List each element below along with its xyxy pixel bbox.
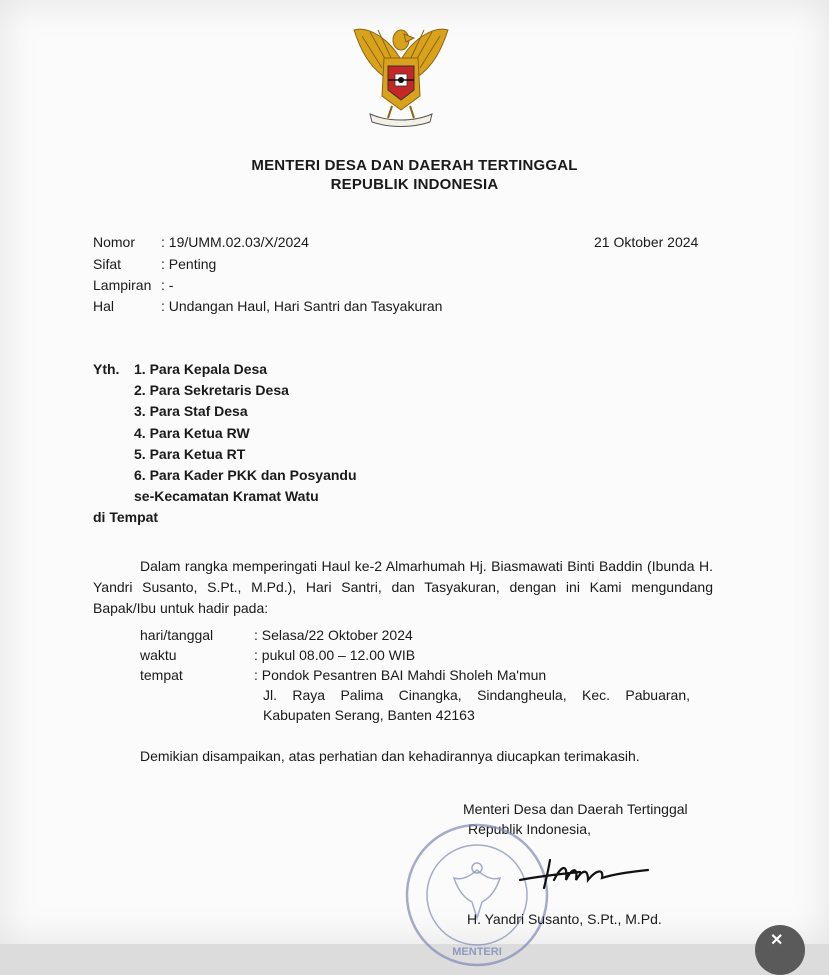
- recipient-item: 5. Para Ketua RT: [134, 446, 246, 462]
- stamp-text-line: [452, 946, 502, 958]
- meta-nomor: [93, 234, 309, 250]
- garuda-emblem-icon: [348, 18, 454, 130]
- detail-label-date: hari/tanggal: [140, 627, 214, 643]
- meta-value: : Penting: [161, 256, 217, 272]
- invitation-text: Dalam rangka memperingati Haul ke-2 Almarhumah Hj. Biasmawati Binti Baddin (Ibunda H. Yandri Susanto, S.Pt., M.Pd.), Hari Santri, dan Tasyakuran, dengan ini Kami mengundang Bapak/Ibu untuk hadir pada:: [93, 558, 713, 616]
- meta-value: : Undangan Haul, Hari Santri dan Tasyakuran: [161, 298, 443, 314]
- recipient-item: 4. Para Ketua RW: [134, 425, 250, 441]
- meta-value: : -: [161, 277, 174, 293]
- recipient-place: di Tempat: [93, 509, 159, 525]
- recipient-item: 1. Para Kepala Desa: [134, 361, 268, 377]
- detail-value-date: : Selasa/22 Oktober 2024: [254, 627, 413, 643]
- detail-label-place: tempat: [140, 667, 183, 683]
- signatory-title-line1: Menteri Desa dan Daerah Tertinggal: [463, 801, 688, 817]
- detail-value-place: : Pondok Pesantren BAI Mahdi Sholeh Ma'mun: [254, 667, 547, 683]
- stamp-text: MENTERI: [452, 946, 502, 958]
- handwritten-signature-icon: [510, 850, 655, 895]
- meta-label: Nomor: [93, 234, 136, 250]
- address-line1: Jl. Raya Palima Cinangka, Sindangheula, Kec. Pabuaran,: [263, 687, 690, 703]
- official-stamp-icon: [402, 820, 552, 970]
- meta-value: : 19/UMM.02.03/X/2024: [161, 234, 309, 250]
- meta-hal: [93, 298, 442, 314]
- address-line2: Kabupaten Serang, Banten 42163: [263, 707, 475, 723]
- letter-date: 21 Oktober 2024: [594, 234, 699, 250]
- detail-value-time: : pukul 08.00 – 12.00 WIB: [254, 647, 416, 663]
- recipient-area: se-Kecamatan Kramat Watu: [134, 488, 319, 504]
- meta-label: Hal: [93, 298, 115, 314]
- meta-sifat: [93, 256, 216, 272]
- detail-label-time: waktu: [140, 647, 177, 663]
- close-icon: ✕: [770, 932, 784, 949]
- meta-label: Sifat: [93, 256, 122, 272]
- signatory-name: H. Yandri Susanto, S.Pt., M.Pd.: [467, 911, 662, 927]
- recipient-item: 3. Para Staf Desa: [134, 403, 248, 419]
- invitation-paragraph: [93, 556, 713, 619]
- closing-sentence: Demikian disampaikan, atas perhatian dan kehadirannya diucapkan terimakasih.: [140, 748, 640, 764]
- letter-heading-line2: REPUBLIK INDONESIA: [330, 176, 499, 193]
- recipient-prefix: Yth.: [93, 361, 120, 377]
- letter-heading-line1: MENTERI DESA DAN DAERAH TERTINGGAL: [251, 157, 578, 174]
- meta-lampiran: [93, 277, 173, 293]
- recipient-item: 2. Para Sekretaris Desa: [134, 382, 289, 398]
- signatory-title-line2: Republik Indonesia,: [468, 821, 591, 837]
- recipient-item: 6. Para Kader PKK dan Posyandu: [134, 467, 357, 483]
- meta-label: Lampiran: [93, 277, 152, 293]
